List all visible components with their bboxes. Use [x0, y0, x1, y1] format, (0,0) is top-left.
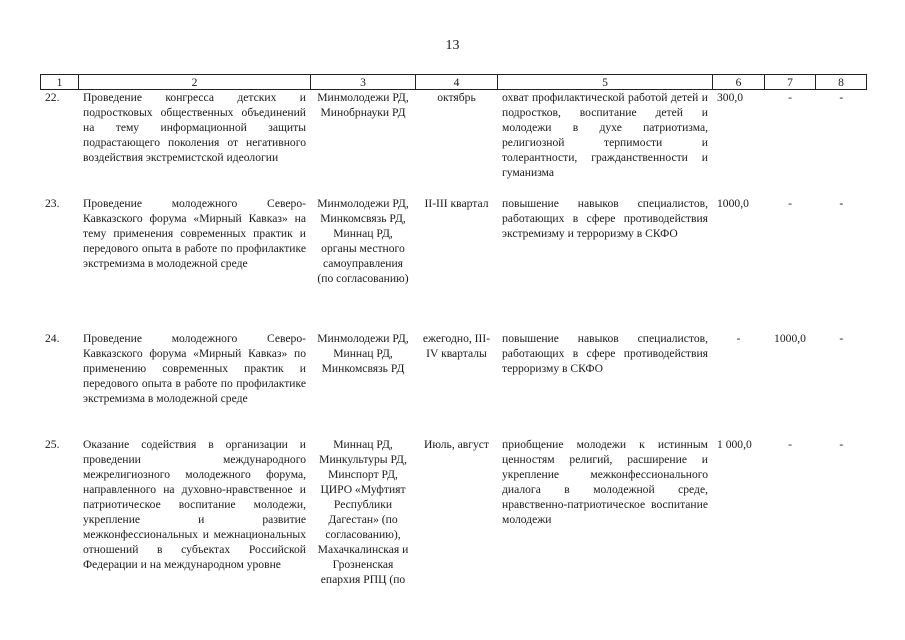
- page-number: 13: [445, 38, 460, 53]
- funding-col6: 300,0: [717, 91, 744, 104]
- expected-result: приобщение молодежи к истинным ценностям религий, расширение и укрепление межконфессионального диалога в молодежной среде, нравственно-патриотическое воспитание молодежи: [502, 437, 708, 526]
- term: октябрь: [437, 91, 476, 104]
- column-number-header: 8: [816, 75, 867, 90]
- column-number-header: 4: [416, 75, 498, 90]
- activity-table: [40, 74, 867, 617]
- table-row: [41, 331, 867, 437]
- column-number-header: 2: [79, 75, 311, 90]
- funding-col8: -: [839, 331, 844, 345]
- term: II-III квартал: [424, 196, 489, 210]
- column-number-header: 5: [498, 75, 713, 90]
- column-number-header: 3: [311, 75, 416, 90]
- funding-col6: 1000,0: [717, 196, 749, 210]
- table-row: [41, 196, 867, 331]
- row-number: 23.: [45, 196, 60, 210]
- funding-col7: -: [788, 437, 792, 451]
- activity-name: Оказание содействия в организации и проведении международного межрелигиозного молодежного форума, направленного на духовно-нравственное и патриотическое воспитание молодежи, укрепление и развитие межконфессиональных и межнациональных отношений в субъектах Российской Федерации и на международном уровне: [83, 437, 306, 571]
- activity-name: Проведение конгресса детских и подростковых общественных объединений на тему информационной защиты подрастающего поколения от негативного воздействия экстремистской идеологии: [83, 91, 306, 164]
- term: Июль, август: [424, 437, 489, 451]
- row-number: 22.: [45, 91, 60, 104]
- term: ежегодно, III-IV кварталы: [422, 331, 491, 360]
- funding-col7: -: [788, 196, 792, 210]
- funding-col6: -: [736, 331, 741, 345]
- expected-result: повышение навыков специалистов, работающих в сфере противодействия терроризму в СКФО: [502, 331, 708, 375]
- column-number-row: [41, 75, 867, 90]
- row-number: 25.: [45, 437, 60, 451]
- executor: Минмолодежи РД, Миннац РД, Минкомсвязь РД: [317, 331, 409, 375]
- executor: Минмолодежи РД, Минобрнауки РД: [317, 91, 409, 119]
- activity-name: Проведение молодежного Северо-Кавказского форума «Мирный Кавказ» на тему применения современных практик и передового опыта в работе по профилактике экстремизма в молодежной среде: [83, 196, 306, 270]
- funding-col8: -: [839, 91, 844, 104]
- table-row: [41, 90, 867, 196]
- executor: Минмолодежи РД, Минкомсвязь РД, Миннац РД, органы местного самоуправления (по согласованию): [317, 196, 409, 285]
- funding-col8: -: [839, 196, 844, 210]
- expected-result: охват профилактической работой детей и подростков, воспитание детей и молодежи в духе патриотизма, религиозной терпимости и толерантности, гражданственности и гуманизма: [502, 91, 708, 179]
- expected-result: повышение навыков специалистов, работающих в сфере противодействия экстремизму и терроризму в СКФО: [502, 196, 708, 240]
- column-number-header: 6: [713, 75, 765, 90]
- row-number: 24.: [45, 331, 60, 345]
- funding-col7: -: [788, 91, 792, 104]
- funding-col7: 1000,0: [774, 331, 806, 345]
- executor: Миннац РД, Минкультуры РД, Минспорт РД, ЦИРО «Муфтият Республики Дагестан» (по согласованию), Махачкалинская и Грозненская епархия РПЦ (по: [317, 437, 409, 586]
- column-number-header: 1: [41, 75, 79, 90]
- funding-col8: -: [839, 437, 844, 451]
- activity-name: Проведение молодежного Северо-Кавказского форума «Мирный Кавказ» по применению современных практик и передового опыта в работе по профилактике экстремизма в молодежной среде: [83, 331, 306, 405]
- table-row: [41, 437, 867, 617]
- funding-col6: 1 000,0: [717, 437, 752, 451]
- column-number-header: 7: [765, 75, 816, 90]
